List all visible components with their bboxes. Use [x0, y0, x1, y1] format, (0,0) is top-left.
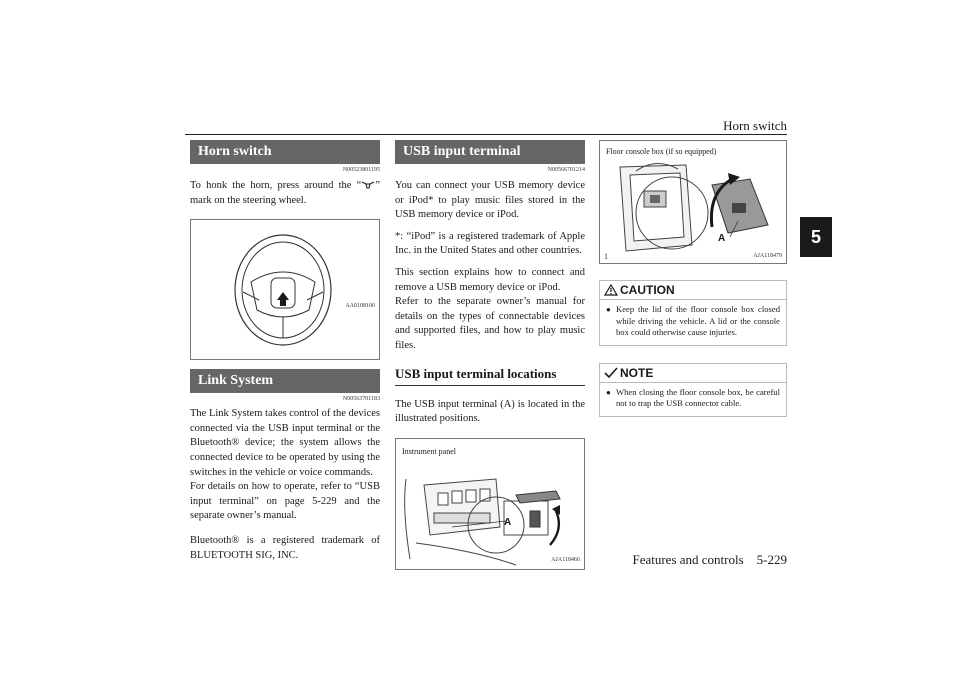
- callout-label-a: A: [504, 516, 512, 528]
- warning-triangle-icon: [604, 284, 618, 296]
- horn-paragraph: To honk the horn, press around the “ ” mark on the steering wheel.: [190, 180, 380, 206]
- page-footer: Features and controls 5-229: [632, 552, 787, 567]
- column-3: [599, 140, 787, 417]
- usb-paragraph-3: This section explains how to connect and remove a USB memory device or iPod.: [395, 266, 585, 293]
- steering-wheel-figure: [190, 219, 380, 360]
- section-heading-link-system: Link System: [190, 369, 380, 393]
- usb-paragraph-1: You can connect your USB memory device or iPod* to play music files stored in the USB memory device or iPod.: [395, 180, 585, 221]
- doc-code: N00566701214: [547, 167, 585, 173]
- svg-text:1: 1: [604, 252, 608, 261]
- running-header: Horn switch: [723, 118, 787, 133]
- callout-label-a: A: [718, 233, 726, 244]
- figure-caption: Floor console box (if so equipped): [606, 147, 717, 156]
- figure-caption: Instrument panel: [402, 446, 456, 456]
- figure-code: AA0108106: [345, 303, 375, 310]
- section-heading-horn-switch: Horn switch: [190, 140, 380, 164]
- floor-console-figure: [599, 140, 787, 264]
- locations-paragraph: The USB input terminal (A) is located in the illustrated positions.: [395, 398, 585, 425]
- subsection-heading-usb-locations: USB input terminal locations: [395, 366, 585, 386]
- caution-title: CAUTION: [600, 281, 786, 300]
- steering-wheel-illustration: [191, 220, 379, 359]
- header-rule: [185, 134, 787, 135]
- instrument-panel-figure: [395, 438, 585, 570]
- column-1: [190, 140, 380, 563]
- instrument-panel-illustration: [396, 439, 584, 569]
- link-paragraph-3: Bluetooth® is a registered trademark of BLUETOOTH SIG, INC.: [190, 534, 380, 561]
- caution-box: [599, 280, 787, 346]
- doc-code: N00523801195: [342, 167, 380, 173]
- note-check-icon: [604, 367, 618, 379]
- doc-code: N00563701183: [342, 396, 380, 403]
- caution-text: ● Keep the lid of the floor console box closed while driving the vehicle. A lid or the console box could otherwise cause injuries.: [606, 304, 780, 338]
- chapter-tab: 5: [800, 217, 832, 257]
- usb-paragraph-4: Refer to the separate owner’s manual for details on the types of connectable devices and supported files, and how to play music files.: [395, 296, 585, 351]
- figure-code: AJA118466: [551, 556, 580, 563]
- link-paragraph-2: For details on how to operate, refer to “USB input terminal” on page 5-229 and the separate owner’s manual.: [190, 481, 380, 522]
- note-text: ● When closing the floor console box, be careful not to trap the USB connector cable.: [606, 386, 780, 409]
- bullet-icon: ●: [606, 387, 611, 397]
- column-2: [395, 140, 585, 570]
- note-box: [599, 363, 787, 417]
- bullet-icon: ●: [606, 305, 611, 314]
- link-paragraph-1: The Link System takes control of the devices connected via the USB input terminal or the Bluetooth® device; the system allows the connected device to be operated by using the switches in the vehicle or voice commands.: [190, 408, 380, 478]
- note-title: NOTE: [600, 364, 786, 383]
- usb-paragraph-2: *: “iPod” is a registered trademark of Apple Inc. in the United States and other countries.: [395, 230, 585, 257]
- figure-code: AJA118479: [753, 253, 782, 259]
- floor-console-illustration: [600, 141, 786, 263]
- horn-icon: [361, 180, 375, 189]
- section-heading-usb-input-terminal: USB input terminal: [395, 140, 585, 164]
